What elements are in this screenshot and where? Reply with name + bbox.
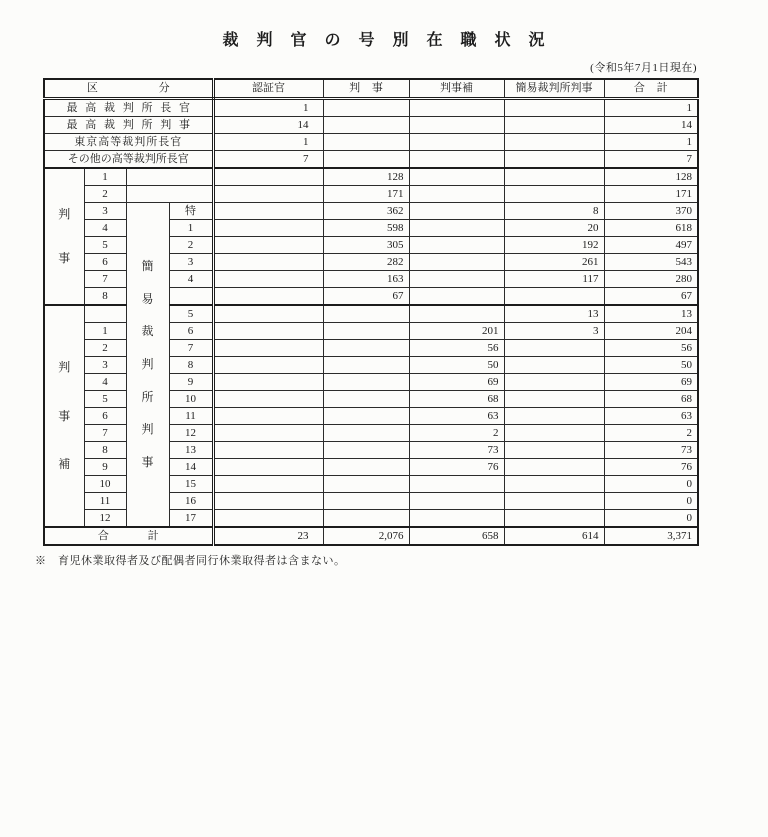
- kansai-grade-cell: 11: [169, 408, 213, 425]
- value-cell: 68: [604, 391, 698, 408]
- value-cell: 1: [604, 99, 698, 117]
- value-cell: [213, 357, 323, 374]
- value-cell: 1: [213, 134, 323, 151]
- value-cell: [504, 476, 604, 493]
- value-cell: [323, 99, 409, 117]
- value-cell: [213, 476, 323, 493]
- value-cell: [213, 271, 323, 288]
- value-cell: 2: [604, 425, 698, 442]
- value-cell: 68: [409, 391, 504, 408]
- grade-cell: 7: [84, 271, 126, 288]
- value-cell: 69: [409, 374, 504, 391]
- value-cell: [504, 186, 604, 203]
- row-label: 最 高 裁 判 所 長 官: [44, 99, 213, 117]
- total-value-cell: 2,076: [323, 527, 409, 545]
- value-cell: 618: [604, 220, 698, 237]
- value-cell: 1: [604, 134, 698, 151]
- kansai-grade-cell: 1: [169, 220, 213, 237]
- value-cell: [213, 510, 323, 528]
- grade-cell: 8: [84, 288, 126, 306]
- kansai-grade-cell: 5: [169, 305, 213, 323]
- value-cell: 117: [504, 271, 604, 288]
- value-cell: 128: [604, 168, 698, 186]
- kansai-grade-cell: 16: [169, 493, 213, 510]
- value-cell: [409, 510, 504, 528]
- kansai-grade-cell: 9: [169, 374, 213, 391]
- value-cell: 13: [504, 305, 604, 323]
- date-note: (令和5年7月1日現在): [590, 62, 697, 74]
- value-cell: [504, 340, 604, 357]
- value-cell: 171: [323, 186, 409, 203]
- value-cell: [213, 305, 323, 323]
- value-cell: [213, 288, 323, 306]
- blank-cell: [126, 168, 213, 186]
- value-cell: [213, 391, 323, 408]
- value-cell: 56: [604, 340, 698, 357]
- value-cell: 201: [409, 323, 504, 340]
- group-label-kansai: 簡 易 裁 判 所 判 事: [126, 203, 169, 528]
- kansai-grade-cell: 2: [169, 237, 213, 254]
- value-cell: [323, 134, 409, 151]
- value-cell: [504, 493, 604, 510]
- group-label-hanji: 判 事: [44, 168, 84, 305]
- value-cell: [409, 493, 504, 510]
- value-cell: 543: [604, 254, 698, 271]
- value-cell: [323, 442, 409, 459]
- grade-cell: 1: [84, 168, 126, 186]
- value-cell: 305: [323, 237, 409, 254]
- value-cell: [213, 237, 323, 254]
- value-cell: [323, 340, 409, 357]
- kansai-grade-cell: 7: [169, 340, 213, 357]
- value-cell: [213, 425, 323, 442]
- grade-cell: 11: [84, 493, 126, 510]
- value-cell: [504, 425, 604, 442]
- value-cell: [213, 493, 323, 510]
- total-value-cell: 658: [409, 527, 504, 545]
- value-cell: [409, 254, 504, 271]
- header-hanji: 判 事: [323, 79, 409, 99]
- kansai-grade-cell: [169, 288, 213, 306]
- value-cell: [409, 237, 504, 254]
- value-cell: 497: [604, 237, 698, 254]
- value-cell: 0: [604, 510, 698, 528]
- value-cell: 8: [504, 203, 604, 220]
- grade-cell: 12: [84, 510, 126, 528]
- footnote: ※ 育児休業取得者及び配偶者同行休業取得者は含まない。: [35, 555, 346, 567]
- value-cell: [409, 220, 504, 237]
- kansai-grade-cell: 13: [169, 442, 213, 459]
- value-cell: [323, 323, 409, 340]
- value-cell: [409, 271, 504, 288]
- header-gokei: 合 計: [604, 79, 698, 99]
- value-cell: [504, 391, 604, 408]
- value-cell: [213, 459, 323, 476]
- kansai-grade-cell: 12: [169, 425, 213, 442]
- grade-cell: 7: [84, 425, 126, 442]
- grade-cell: 10: [84, 476, 126, 493]
- value-cell: 50: [409, 357, 504, 374]
- value-cell: [323, 493, 409, 510]
- value-cell: [213, 340, 323, 357]
- value-cell: [504, 459, 604, 476]
- kansai-grade-cell: 8: [169, 357, 213, 374]
- value-cell: [323, 117, 409, 134]
- total-value-cell: 23: [213, 527, 323, 545]
- row-label: 東京高等裁判所長官: [44, 134, 213, 151]
- table-row: [44, 134, 698, 151]
- value-cell: [409, 151, 504, 169]
- value-cell: 1: [213, 99, 323, 117]
- value-cell: 282: [323, 254, 409, 271]
- value-cell: 63: [409, 408, 504, 425]
- kansai-grade-cell: 6: [169, 323, 213, 340]
- value-cell: 0: [604, 493, 698, 510]
- value-cell: [323, 305, 409, 323]
- value-cell: 56: [409, 340, 504, 357]
- grade-cell: 5: [84, 237, 126, 254]
- value-cell: 67: [323, 288, 409, 306]
- value-cell: 63: [604, 408, 698, 425]
- value-cell: [409, 288, 504, 306]
- grade-cell: 1: [84, 323, 126, 340]
- value-cell: 67: [604, 288, 698, 306]
- value-cell: [409, 203, 504, 220]
- value-cell: 0: [604, 476, 698, 493]
- value-cell: 69: [604, 374, 698, 391]
- value-cell: [504, 510, 604, 528]
- value-cell: [409, 305, 504, 323]
- value-cell: [409, 99, 504, 117]
- table-row: [44, 151, 698, 169]
- value-cell: 14: [604, 117, 698, 134]
- header-hanjiho: 判事補: [409, 79, 504, 99]
- grade-cell: 4: [84, 220, 126, 237]
- value-cell: 204: [604, 323, 698, 340]
- total-row: [44, 527, 698, 545]
- kansai-grade-cell: 4: [169, 271, 213, 288]
- value-cell: 13: [604, 305, 698, 323]
- table-row: [44, 99, 698, 117]
- value-cell: [504, 374, 604, 391]
- grade-cell: 6: [84, 254, 126, 271]
- value-cell: [323, 357, 409, 374]
- header-kubun: 区 分: [44, 79, 213, 99]
- value-cell: 362: [323, 203, 409, 220]
- value-cell: [323, 374, 409, 391]
- page-title: 裁 判 官 の 号 別 在 職 状 況: [222, 32, 546, 49]
- header-row: [44, 79, 698, 99]
- value-cell: [213, 220, 323, 237]
- table-row: [44, 117, 698, 134]
- value-cell: [409, 186, 504, 203]
- value-cell: 14: [213, 117, 323, 134]
- value-cell: [323, 151, 409, 169]
- table-row: [44, 203, 698, 220]
- grade-cell: 3: [84, 357, 126, 374]
- value-cell: 2: [409, 425, 504, 442]
- value-cell: 7: [213, 151, 323, 169]
- value-cell: [213, 408, 323, 425]
- header-kansai: 簡易裁判所判事: [504, 79, 604, 99]
- value-cell: [213, 168, 323, 186]
- value-cell: [323, 459, 409, 476]
- total-value-cell: 614: [504, 527, 604, 545]
- row-label: その他の高等裁判所長官: [44, 151, 213, 169]
- value-cell: [504, 134, 604, 151]
- kansai-grade-cell: 3: [169, 254, 213, 271]
- value-cell: [409, 134, 504, 151]
- grade-cell: [84, 305, 126, 323]
- row-label: 最 高 裁 判 所 判 事: [44, 117, 213, 134]
- blank-cell: [126, 186, 213, 203]
- value-cell: 261: [504, 254, 604, 271]
- value-cell: 7: [604, 151, 698, 169]
- grade-cell: 8: [84, 442, 126, 459]
- group-label-hanjiho: 判 事 補: [44, 305, 84, 527]
- grade-cell: 6: [84, 408, 126, 425]
- kansai-grade-cell: 特: [169, 203, 213, 220]
- value-cell: 192: [504, 237, 604, 254]
- grade-cell: 2: [84, 186, 126, 203]
- value-cell: [323, 391, 409, 408]
- value-cell: 76: [409, 459, 504, 476]
- kansai-grade-cell: 17: [169, 510, 213, 528]
- grade-cell: 4: [84, 374, 126, 391]
- value-cell: 20: [504, 220, 604, 237]
- value-cell: [504, 117, 604, 134]
- value-cell: [504, 357, 604, 374]
- value-cell: [409, 476, 504, 493]
- value-cell: 598: [323, 220, 409, 237]
- value-cell: [213, 323, 323, 340]
- value-cell: [323, 408, 409, 425]
- value-cell: 73: [409, 442, 504, 459]
- value-cell: 171: [604, 186, 698, 203]
- kansai-grade-cell: 10: [169, 391, 213, 408]
- total-label: 合 計: [44, 527, 213, 545]
- value-cell: 50: [604, 357, 698, 374]
- value-cell: [323, 425, 409, 442]
- value-cell: [213, 254, 323, 271]
- value-cell: 73: [604, 442, 698, 459]
- value-cell: [213, 442, 323, 459]
- value-cell: [409, 168, 504, 186]
- value-cell: [323, 510, 409, 528]
- value-cell: 76: [604, 459, 698, 476]
- value-cell: 163: [323, 271, 409, 288]
- value-cell: [323, 476, 409, 493]
- value-cell: [504, 288, 604, 306]
- table-row: [44, 168, 698, 186]
- value-cell: [504, 151, 604, 169]
- value-cell: 370: [604, 203, 698, 220]
- grade-cell: 2: [84, 340, 126, 357]
- grade-cell: 9: [84, 459, 126, 476]
- value-cell: [504, 442, 604, 459]
- value-cell: [504, 168, 604, 186]
- judges-by-grade-table: [43, 78, 699, 546]
- value-cell: [504, 99, 604, 117]
- kansai-grade-cell: 15: [169, 476, 213, 493]
- grade-cell: 5: [84, 391, 126, 408]
- header-ninshokan: 認証官: [213, 79, 323, 99]
- grade-cell: 3: [84, 203, 126, 220]
- kansai-grade-cell: 14: [169, 459, 213, 476]
- value-cell: [213, 203, 323, 220]
- value-cell: [213, 186, 323, 203]
- value-cell: 280: [604, 271, 698, 288]
- value-cell: [504, 408, 604, 425]
- value-cell: 128: [323, 168, 409, 186]
- table-row: [44, 186, 698, 203]
- value-cell: [409, 117, 504, 134]
- value-cell: [213, 374, 323, 391]
- total-value-cell: 3,371: [604, 527, 698, 545]
- value-cell: 3: [504, 323, 604, 340]
